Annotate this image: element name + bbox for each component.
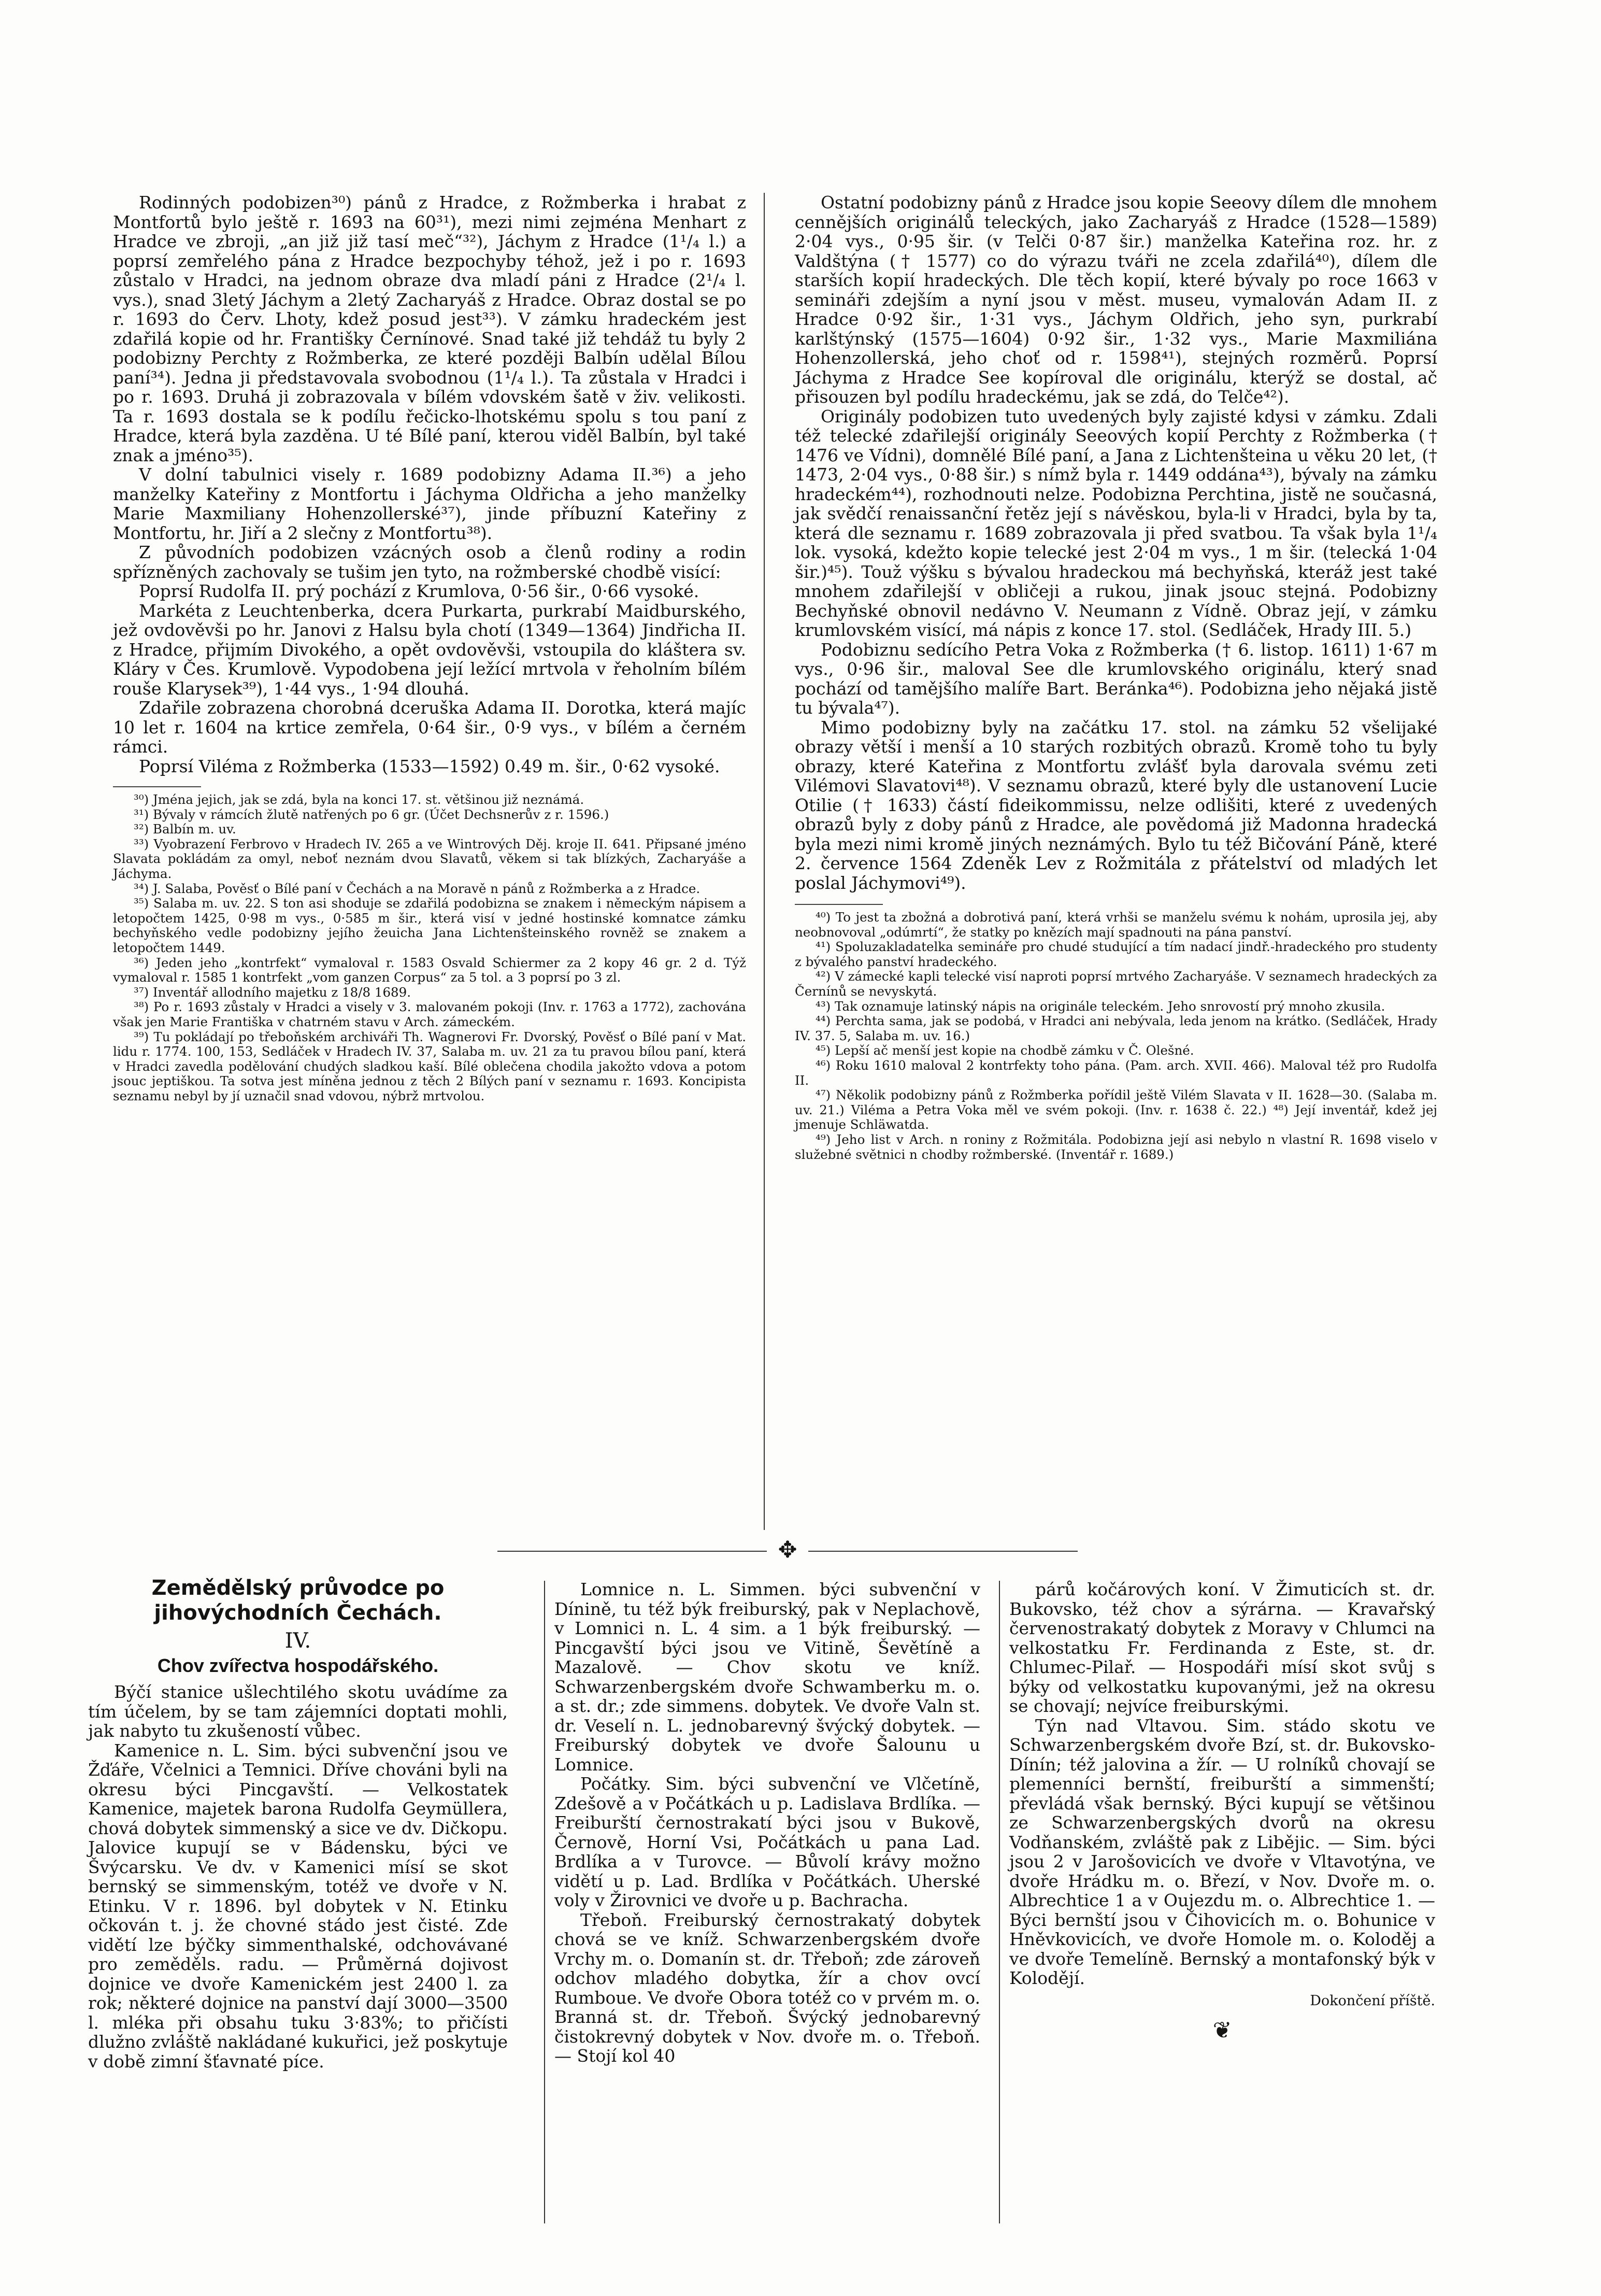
paragraph: Rodinných podobizen³⁰) pánů z Hradce, z Rožmberka i hrabat z Montfortů bylo ještě r. 1693 na 60³¹), mezi nimi zejména Menhart z Hradce ve zbroji, „an již již tasí meč“³²), Jáchym z Hradce (1¹/₄ l.) a poprsí zemřelého pána z Hradce bezpochyby téhož, jež i po r. 1693 zůstalo v Hradci, na jednom obraze dva mladí páni z Hradce (2¹/₄ l. vys.), snad 3letý Jáchym a 2letý Zacharyáš z Hradce. Obraz dostal se po r. 1693 do Červ. Lhoty, kdež posud jest³³). V zámku hradeckém jest zdařilá kopie od hr. Františky Černínové. Snad také již tehdáž tu byly 2 podobizny Perchty z Rožmberka, ze které později Balbín udělal Bílou paní³⁴). Jedna ji představovala svobodnou (1¹/₄ l.). Ta zůstala v Hradci i po r. 1693. Druhá ji zobrazovala v bílém vdovském šatě v živ. velikosti. Ta r. 1693 dostala se k podílu řečicko-lhotskému spolu s tou paní z Hradce, která byla zazděna. U té Bílé paní, kterou viděl Balbín, byl také znak a jméno³⁵). [113,192,746,465]
footnote: ⁴⁵) Lepší ač menší jest kopie na chodbě zámku v Č. Olešné. [816,1043,1194,1058]
ornament-icon: ✥ [778,1537,797,1563]
paragraph: Lomnice n. L. Simmen. býci subvenční v Dínině, tu též býk freiburský, pak v Neplachově, v Lomnici n. L. 4 sim. a 1 býk freiburský. — Pincgavští býci jsou ve Vitině, Ševětíně a Mazalově. — Chov skotu ve kníž. Schwarzenbergském dvoře Schwamberku m. o. a st. dr.; zde simmens. dobytek. Ve dvoře Valn st. dr. Veselí n. L. jednobarevný švýcký dobytek. — Freiburský dobytek ve dvoře Šalounu u Lomnice. [554,1579,980,1775]
paragraph: Markéta z Leuchtenberka, dcera Purkarta, purkrabí Maidburského, jež ovdověvši po hr. Janovi z Halsu byla chotí (1349—1364) Jindřicha II. z Hradce, přijmím Divokého, a opět ovdověvši, vstoupila do kláštera sv. Kláry v Čes. Krumlově. Vypodobena její ležící mrtvola v řeholním bílém rouše Klarysek³⁹), 1·44 vys., 1·94 dlouhá. [113,600,746,699]
paragraph: Originály podobizen tuto uvedených byly zajisté kdysi v zámku. Zdali též telecké zdařilejší originály Seeových kopií Perchty z Rožmberka († 1476 ve Vídni), domnělé Bílé paní, a Jana z Lichtenšteina u věku 20 let, († 1473, 2·04 vys., 0·88 šir.) s nímž byla r. 1449 oddána⁴³), bývaly na zámku hradeckém⁴⁴), rozhodnouti nelze. Podobizna Perchtina, jistě ne současná, jak svědčí renaissanční řetěz její s návěskou, byla-li v Hradci, byla by ta, která dle seznamu r. 1689 zobrazovala ji před svatbou. Ta však byla 1¹/₄ lok. vysoká, kdežto kopie telecké jest 2·04 m vys., 1 m šir. (telecká 1·04 šir.)⁴⁵). Touž výšku s bývalou hradeckou má bechyňská, kteráž jest také mnohem zdařilejší v obličeji a rukou, jinak jsouc stejná. Podobizny Bechyňské obnovil nedávno V. Neumann z Vídně. Obraz její, v zámku krumlovském visící, má nápis z konce 17. stol. (Sedláček, Hrady III. 5.) [795,406,1437,640]
footnote: ³²) Balbín m. uv. [134,821,236,837]
article-heading: Zemědělský průvodce po jihovýchodních Čechách. [151,1576,445,1625]
continuation-note: Dokončení příště. [1310,1992,1435,2009]
paragraph: Ostatní podobizny pánů z Hradce jsou kopie Seeovy dílem dle mnohem cennějších originálů teleckých, jako Zacharyáš z Hradce (1528—1589) 2·04 vys., 0·95 šir. (v Telči 0·87 šir.) manželka Kateřina roz. hr. z Valdštýna († 1577) co do výrazu tváři ne zcela zdařilá⁴⁰), dílem dle starších kopií hradeckých. Dle těch kopií, které bývaly po roce 1663 v semináři zdejším a nyní jsou v měst. museu, vymalován Adam II. z Hradce 0·92 šir., 1·31 vys., Jáchym Oldřich, jeho syn, purkrabí karlštýnský (1575—1604) 0·92 šir., 1·32 vys., Marie Maxmiliána Hohenzollerská, jeho choť od r. 1598⁴¹), stejných rozměrů. Poprsí Jáchyma z Hradce See kopíroval dle originálu, kterýž se dostal, ač přisouzen byl podílu hradeckému, jak se zdá, do Telče⁴²). [795,192,1437,407]
paragraph: Poprsí Viléma z Rožmberka (1533—1592) 0.49 m. šir., 0·62 vysoké. [139,756,720,776]
footnote-divider [113,786,201,787]
footnotes-left [113,792,746,1103]
footnote: ³⁵) Salaba m. uv. 22. S ton asi shoduje se zdařilá podobizna se znakem i německým nápisem a letopočtem 1425, 0·98 m vys., 0·585 m šir., která visí v jedné hostinské komnatce zámku bechyňského vedle podobizny jejího žeuicha Jana Lichtenšteinského rovněž se znakem a letopočtem 1449. [113,896,746,955]
footnote: ³¹) Bývaly v rámcích žlutě natřených po 6 gr. (Účet Dechsnerův z r. 1596.) [134,806,609,822]
footnote: ³⁹) Tu pokládají po třeboňském archiváři Th. Wagnerovi Fr. Dvorský, Pověsť o Bílé paní v Mat. lidu r. 1774. 100, 153, Sedláček v Hradech IV. 37, Salaba m. uv. 21 za tu pravou bílou paní, která v Hradci zavedla podělování chudých sladkou kaší. Bílé oblečena chodila jakožto vdova a potom jsouc jeptiškou. Ta sotva jest míněna jednou z těch 2 Bílých paní v seznamu r. 1693. Koncipista seznamu nebyl by jí uznačil snad vdovou, nýbrž mrtvolou. [113,1029,746,1103]
footnote: ⁴⁴) Perchta sama, jak se podobá, v Hradci ani nebývala, leda jenom na krátko. (Sedláček, Hrady IV. 37. 5, Salaba m. uv. 16.) [795,1013,1437,1043]
footnote: ³⁷) Inventář allodního majetku z 18/8 1689. [134,984,411,1000]
article-col-2 [554,1580,980,2066]
footnote: ⁴³) Tak oznamuje latinský nápis na originále teleckém. Jeho snrovostí prý mnoho zkusila. [816,998,1385,1014]
footnote: ⁴⁹) Jeho list v Arch. n roniny z Rožmitála. Podobizna její asi nebylo n vlastní R. 1698 viselo v služebné světnici n chodby rožmberské. (Inventář r. 1689.) [795,1131,1437,1162]
paragraph: Z původních podobizen vzácných osob a členů rodiny a rodin spřízněných zachovaly se tušim jen tyto, na rožmberské chodbě visící: [113,542,746,582]
paragraph: V dolní tabulnici visely r. 1689 podobizny Adama II.³⁶) a jeho manželky Kateřiny z Montfortu i Jáchyma Oldřicha a jeho manželky Marie Maxmiliany Hohenzollerské³⁷), jinde příbuzní Kateřiny z Montfortu, hr. Jiří a 2 slečny z Montfortu³⁸). [113,464,746,543]
footnote: ³³) Vyobrazení Ferbrovo v Hradech IV. 265 a ve Wintrových Děj. kroje II. 641. Připsané jméno Slavata pokládám za omyl, neboť neznám dvou Slavatů, věkem si tak blízkých, Zacharyáše a Jáchyma. [113,836,746,881]
paragraph: párů kočárových koní. V Žimuticích st. dr. Bukovsko, též chov a sýrárna. — Kravařský červenostrakatý dobytek z Moravy v Chlumci na velkostatku Fr. Ferdinanda z Este, st. dr. Chlumec-Pilař. — Hospodáři mísí skot svůj s býky od velkostatku kupovanými, jež na okresu se chovají; nejvíce freiburskými. [1009,1579,1435,1716]
section-number: IV. [284,1629,311,1653]
paragraph: Zdařile zobrazena chorobná dceruška Adama II. Dorotka, která majíc 10 let r. 1604 na krtice zemřela, 0·64 šir., 0·9 vys., v bílém a černém rámci. [113,698,746,757]
footnote: ³⁴) J. Salaba, Pověsť o Bílé paní v Čechách a na Moravě n pánů z Rožmberka a z Hradce. [134,881,701,896]
footnote: ⁴¹) Spoluzakladatelka semináře pro chudé studující a tím nadací jindř.-hradeckého pro studenty z bývalého panství hradeckého. [795,939,1437,969]
column-divider [999,1581,1000,2223]
paragraph: Mimo podobizny byly na začátku 17. stol. na zámku 52 všelijaké obrazy větší i menší a 10 starých rozbitých obrazů. Kromě toho tu byly obrazy, které Kateřina z Montfortu zvlášť byla darovala svému zeti Vilémovi Slavatovi⁴⁸). V seznamu obrazů, které byly dle ustanovení Lucie Otilie († 1633) částí fideikommissu, nelze odlišiti, které z uvedených obrazů byly z doby pánů z Hradce, ale povědomá již Madonna hradecká byla mezi nimi kromě jiných neznámých. Bylo tu též Bičování Páně, které 2. července 1564 Zdeněk Lev z Rožmitála z přátelství od mladých let poslal Jáchymovi⁴⁹). [795,717,1437,893]
article-col-1 [88,1576,508,2071]
footnote: ⁴⁶) Roku 1610 maloval 2 kontrfekty toho pána. (Pam. arch. XVII. 466). Maloval též pro Rudolfa II. [795,1057,1437,1088]
article-subheading: Chov zvířectva hospodářského. [157,1655,439,1676]
paragraph: Týn nad Vltavou. Sim. stádo skotu ve Schwarzenbergském dvoře Bzí, st. dr. Bukovsko-Dínín; též jalovina a žír. — U rolníků chovají se plemenníci bernští, freiburští a simmenští; převládá však bernský. Býci kupují se většinou ze Schwarzenbergských dvorů na okresu Vodňanském, zvláště pak z Libějic. — Sim. býci jsou 2 v Jarošovicích ve dvoře v Vltavotýna, ve dvoře Hrádku m. o. Březí, v Nov. Dvoře m. o. Albrechtice 1 a v Oujezdu m. o. Albrechtice 1. — Býci bernští jsou v Čihovicích m. o. Bohunice v Hněvkovicích, ve dvoře Homole m. o. Koloděj a ve dvoře Temelíně. Bernský a montafonský býk v Kolodějí. [1009,1715,1435,1988]
paragraph: Kamenice n. L. Sim. býci subvenční jsou ve Žďáře, Včelnici a Temnici. Dříve chováni byli na okresu býci Pincgavští. — Velkostatek Kamenice, majetek barona Rudolfa Geymüllera, chová dobytek simmenský a sice ve dv. Dičkopu. Jalovice kupují se v Bádensku, býci ve Švýcarsku. Ve dv. v Kamenici mísí se skot bernský se simmenským, totéž ve dvoře v N. Etinku. V r. 1896. byl dobytek v N. Etinku očkován t. j. že chovné stádo jest čisté. Zde vidětí lze býčky simmenthalské, odchovávané pro zeměděls. radu. — Průměrná dojivost dojnice ve dvoře Kamenickém jest 2400 l. za rok; některé dojnice na panství dají 3000—3500 l. mléka při obsahu tuku 3·83%; to přičísti dlužno zvláště nakládané kukuřici, jež poskytuje v době zimní šťavnaté píce. [88,1740,508,2072]
footnotes-right [795,910,1437,1162]
top-left-column [113,193,746,1103]
footnote: ³⁶) Jeden jeho „kontrfekt“ vymaloval r. 1583 Osvald Schiermer za 2 kopy 46 gr. 2 d. Týž vymaloval r. 1585 1 kontrfekt „vom ganzen Corpus“ za 5 tol. a 3 poprsí po 3 zl. [113,955,746,985]
article-col-3 [1009,1579,1435,2044]
paragraph: Poprsí Rudolfa II. prý pochází z Krumlova, 0·56 šir., 0·66 vysoké. [139,581,699,601]
footnote: ³⁸) Po r. 1693 zůstaly v Hradci a visely v 3. malovaném pokoji (Inv. r. 1763 a 1772), zachována však jen Marie Františka v chatrném stavu v Arch. zámeckém. [113,999,746,1029]
footnote: ⁴²) V zámecké kapli telecké visí naproti poprsí mrtvého Zacharyáše. V seznamech hradeckých za Černínů se nevyskytá. [795,969,1437,999]
footnote: ⁴⁰) To jest ta zbožná a dobrotivá paní, která vrhši se manželu svému k nohám, uprosila jej, aby neobnovoval „odúmrtí“, že statky po knězích mají spadnouti na pána panství. [795,910,1437,940]
paragraph: Třeboň. Freiburský černostrakatý dobytek chová se ve kníž. Schwarzenbergském dvoře Vrchy m. o. Domanín st. dr. Třeboň; zde zároveň odchov mladého dobytka, žír a chov ovcí Rumboue. Ve dvoře Obora totéž co v prvém m. o. Branná st. dr. Třeboň. Švýcký jednobarevný čistokrevný dobytek v Nov. dvoře m. o. Třeboň. — Stojí kol 40 [554,1909,980,2066]
footnote-divider [795,904,883,905]
column-divider [544,1581,545,2223]
footnote: ³⁰) Jména jejich, jak se zdá, byla na konci 17. st. většinou již neznámá. [134,792,584,807]
column-divider [764,193,765,1530]
paragraph: Podobiznu sedícího Petra Voka z Rožmberka († 6. listop. 1611) 1·67 m vys., 0·96 šir., maloval See dle krumlovského originálu, který snad pochází od tamějšího malíře Bart. Beránka⁴⁶). Podobizna jeho nějaká jistě tu bývala⁴⁷). [795,639,1437,718]
paragraph: Býčí stanice ušlechtilého skotu uvádíme za tím účelem, by se tam zájemníci doptati mohli, jak nabyto tu zkušeností vůbec. [88,1682,508,1741]
ornament-icon: ❦ [1212,2017,1232,2044]
paragraph: Počátky. Sim. býci subvenční ve Vlčetíně, Zdešově a v Počátkách u p. Ladislava Brdlíka. — Freiburští černostrakatí býci jsou v Bukově, Černově, Horní Vsi, Počátkách u pana Lad. Brdlíka a v Turovce. — Bůvolí krávy možno vidětí u p. Lad. Brdlíka v Počátkách. Uherské voly v Žirovnici ve dvoře u p. Bachracha. [554,1774,980,1910]
footnote: ⁴⁷) Několik podobizny pánů z Rožmberka pořídil ještě Vilém Slavata v II. 1628—30. (Salaba m. uv. 21.) Viléma a Petra Voka měl ve svém pokoji. (Inv. r. 1638 č. 22.) ⁴⁸) Její inventář, kdež jej jmenuje Schläwatda. [795,1087,1437,1132]
top-right-column [795,193,1437,1162]
ornament-line-right [808,1551,1078,1552]
ornament-line-left [497,1551,767,1552]
